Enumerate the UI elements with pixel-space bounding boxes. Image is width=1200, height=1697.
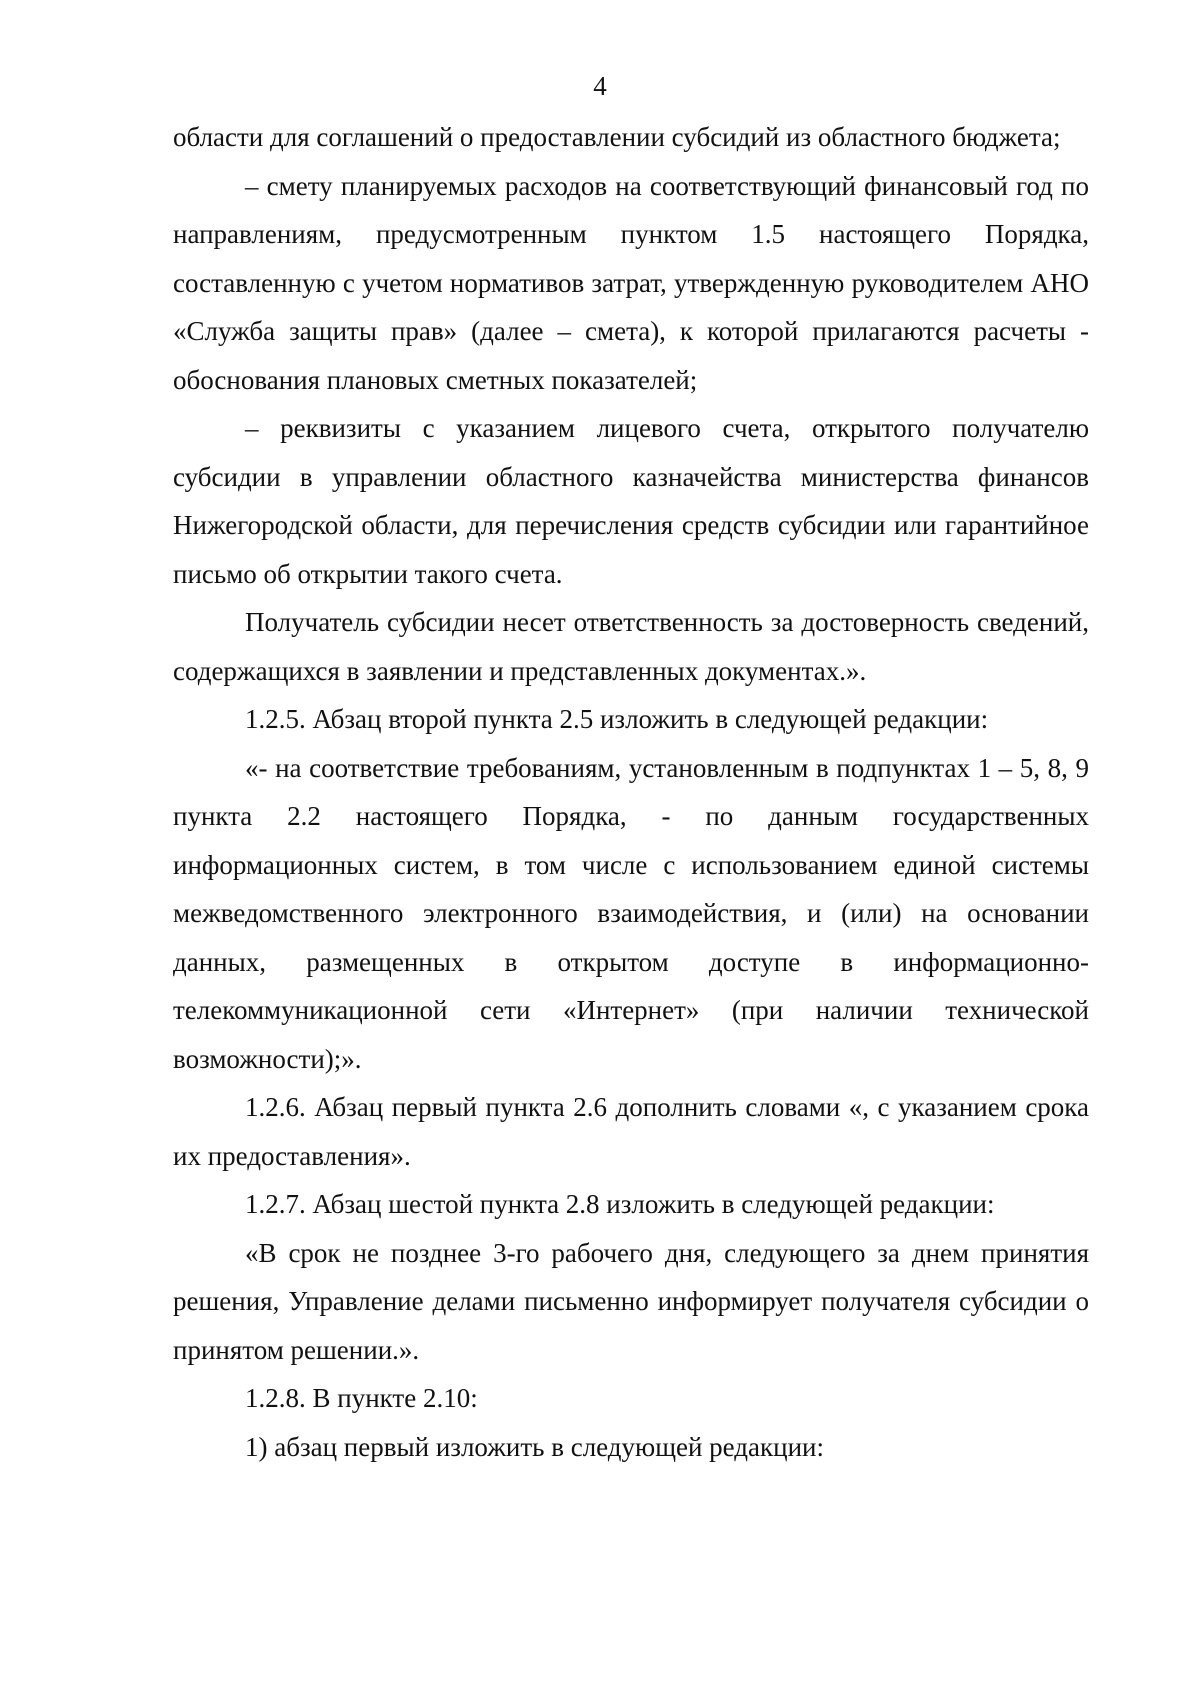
paragraph-recipient-responsibility: Получатель субсидии несет ответственность за достоверность сведений, содержащихся в заявлении и представленных документах.». <box>173 607 1089 686</box>
paragraph-clause-1-2-7: 1.2.7. Абзац шестой пункта 2.8 изложить в следующей редакции: <box>245 1189 995 1219</box>
paragraph-expense-estimate: – смету планируемых расходов на соответствующий финансовый год по направлениям, предусмотренным пунктом 1.5 настоящего Порядка, составленную с учетом нормативов затрат, утвержденную руководителем АНО «Служба защиты прав» (далее – смета), к которой прилагаются расчеты - обоснования плановых сметных показателей; <box>173 170 1089 395</box>
paragraph-clause-1-2-8: 1.2.8. В пункте 2.10: <box>245 1383 478 1413</box>
paragraph-clause-1-2-5: 1.2.5. Абзац второй пункта 2.5 изложить в следующей редакции: <box>245 704 989 734</box>
page-number: 4 <box>593 71 607 101</box>
paragraph-clause-1-2-7-text: «В срок не позднее 3-го рабочего дня, следующего за днем принятия решения, Управление делами письменно информирует получателя субсидии о принятом решении.». <box>173 1237 1089 1365</box>
document-body <box>173 113 1089 1471</box>
paragraph-clause-1-2-5-text: «- на соответствие требованиям, установленным в подпунктах 1 – 5, 8, 9 пункта 2.2 настоящего Порядка, - по данным государственных информационных систем, в том числе с использованием единой системы межведомственного электронного взаимодействия, и (или) на основании данных, размещенных в открытом доступе в информационно-телекоммуникационной сети «Интернет» (при наличии технической возможности);». <box>173 752 1089 1074</box>
paragraph-budget-continuation: области для соглашений о предоставлении субсидий из областного бюджета; <box>173 122 1061 152</box>
paragraph-clause-1-2-8-item-1: 1) абзац первый изложить в следующей редакции: <box>245 1431 824 1462</box>
paragraph-account-details: – реквизиты с указанием лицевого счета, открытого получателю субсидии в управлении областного казначейства министерства финансов Нижегородской области, для перечисления средств субсидии или гарантийное письмо об открытии такого счета. <box>173 413 1089 589</box>
paragraph-clause-1-2-6: 1.2.6. Абзац первый пункта 2.6 дополнить словами «, с указанием срока их предоставления». <box>173 1092 1089 1171</box>
